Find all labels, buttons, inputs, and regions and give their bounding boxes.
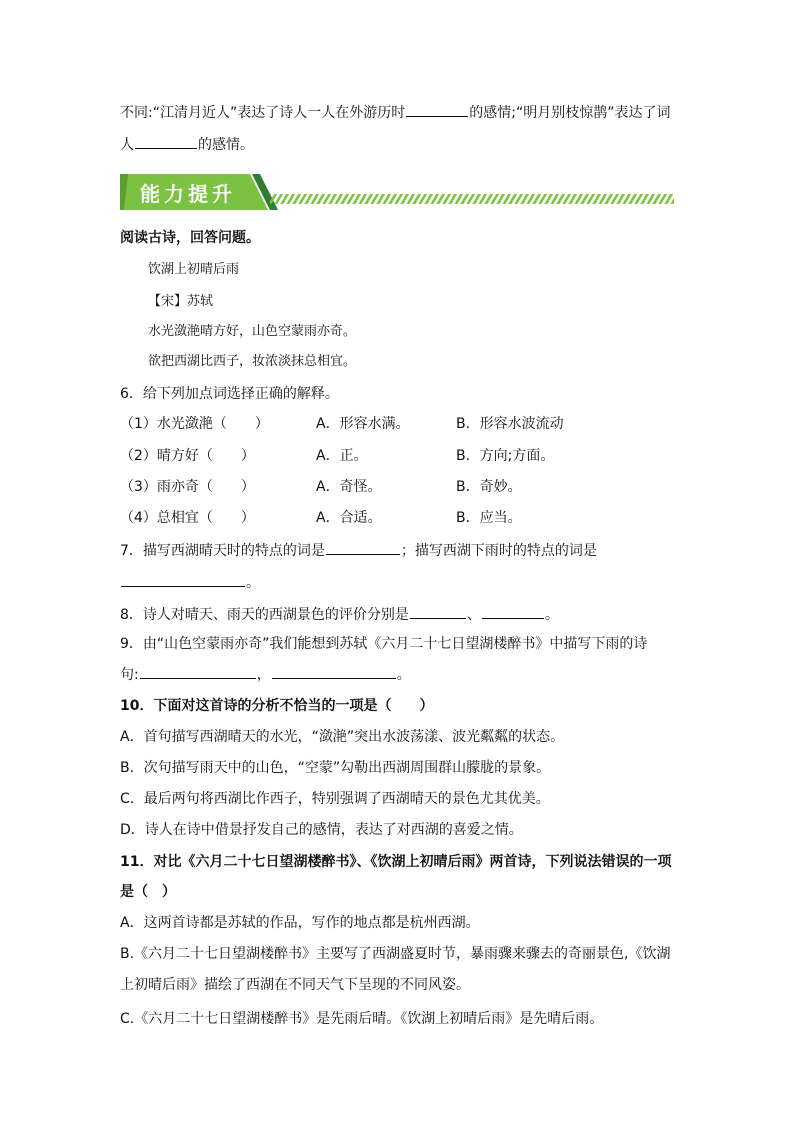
poem-title: 饮湖上初晴后雨 — [148, 262, 240, 277]
answer-blank[interactable] — [135, 134, 197, 149]
q6-item[interactable]: （3）雨亦奇（ ） — [120, 479, 255, 495]
q6-item[interactable]: （1）水光潋滟（ ） — [120, 416, 269, 432]
q10-option-a[interactable]: A．首句描写西湖晴天的水光，“潋滟”突出水波荡漾、波光粼粼的状态。 — [120, 729, 565, 745]
q6-item[interactable]: （4）总相宜（ ） — [120, 510, 255, 526]
q11-option-c[interactable]: C.《六月二十七日望湖楼醉书》是先雨后晴。《饮湖上初晴后雨》是先晴后雨。 — [120, 1011, 604, 1027]
question-11-stem: 11．对比《六月二十七日望湖楼醉书》、《饮湖上初晴后雨》两首诗，下列说法错误的一项 — [120, 854, 672, 870]
q6-option-a[interactable]: A．形容水满。 — [316, 416, 410, 432]
text-line: 不同:“江清月近人”表达了诗人一人在外游历时 的感情;“明月别枝惊鹊”表达了词 — [120, 102, 670, 123]
question-7: 7．描写西湖晴天时的特点的词是 ；描写西湖下雨时的特点的词是 — [120, 540, 597, 561]
reading-instruction: 阅读古诗，回答问题。 — [120, 230, 260, 246]
poem-line: 欲把西湖比西子，妆浓淡抹总相宜。 — [148, 354, 357, 369]
q6-item[interactable]: （2）晴方好（ ） — [120, 448, 255, 464]
question-10-stem: 10．下面对这首诗的分析不恰当的一项是（ ） — [120, 698, 434, 714]
q10-option-d[interactable]: D．诗人在诗中借景抒发自己的感情，表达了对西湖的喜爱之情。 — [120, 822, 523, 838]
q6-option-a[interactable]: A．正。 — [316, 448, 368, 464]
q11-option-b[interactable]: B.《六月二十七日望湖楼醉书》主要写了西湖盛夏时节，暴雨骤来骤去的奇丽景色,《饮湖 — [120, 946, 671, 962]
question-9: 9．由“山色空蒙雨亦奇”我们能想到苏轼《六月二十七日望湖楼醉书》中描写下雨的诗 — [120, 636, 648, 652]
text-line: 人 的感情。 — [120, 134, 254, 155]
section-banner — [120, 170, 676, 216]
answer-blank[interactable] — [326, 540, 400, 555]
q10-option-b[interactable]: B．次句描写雨天中的山色，“空蒙”勾勒出西湖周围群山朦胧的景象。 — [120, 760, 551, 776]
question-7-cont: 。 — [120, 572, 260, 593]
answer-blank[interactable] — [482, 604, 544, 619]
q11-option-b-cont[interactable]: 上初晴后雨》描绘了西湖在不同天气下呈现的不同风姿。 — [120, 977, 470, 993]
q10-option-c[interactable]: C．最后两句将西湖比作西子，特别强调了西湖晴天的景色尤其优美。 — [120, 791, 550, 807]
answer-blank[interactable] — [140, 664, 256, 679]
answer-blank[interactable] — [406, 102, 468, 117]
poem-author: 【宋】苏轼 — [148, 294, 214, 309]
q6-option-b[interactable]: B．形容水波流动 — [456, 416, 564, 432]
q6-option-b[interactable]: B．方向;方面。 — [456, 448, 555, 464]
question-9-cont: 句: ， 。 — [120, 664, 411, 685]
q6-option-b[interactable]: B．应当。 — [456, 510, 522, 526]
poem-line: 水光潋滟晴方好，山色空蒙雨亦奇。 — [148, 324, 357, 339]
question-11-stem-cont: 是（ ） — [120, 884, 176, 900]
q11-option-a[interactable]: A．这两首诗都是苏轼的作品，写作的地点都是杭州西湖。 — [120, 915, 480, 931]
q6-option-a[interactable]: A．奇怪。 — [316, 479, 382, 495]
question-6-stem: 6．给下列加点词选择正确的解释。 — [120, 386, 339, 402]
q6-option-a[interactable]: A．合适。 — [316, 510, 382, 526]
answer-blank[interactable] — [410, 604, 466, 619]
answer-blank[interactable] — [121, 572, 245, 587]
q6-option-b[interactable]: B．奇妙。 — [456, 479, 522, 495]
section-title: 能力提升 — [140, 182, 236, 206]
question-8: 8．诗人对晴天、雨天的西湖景色的评价分别是 、 。 — [120, 604, 559, 625]
answer-blank[interactable] — [272, 664, 396, 679]
